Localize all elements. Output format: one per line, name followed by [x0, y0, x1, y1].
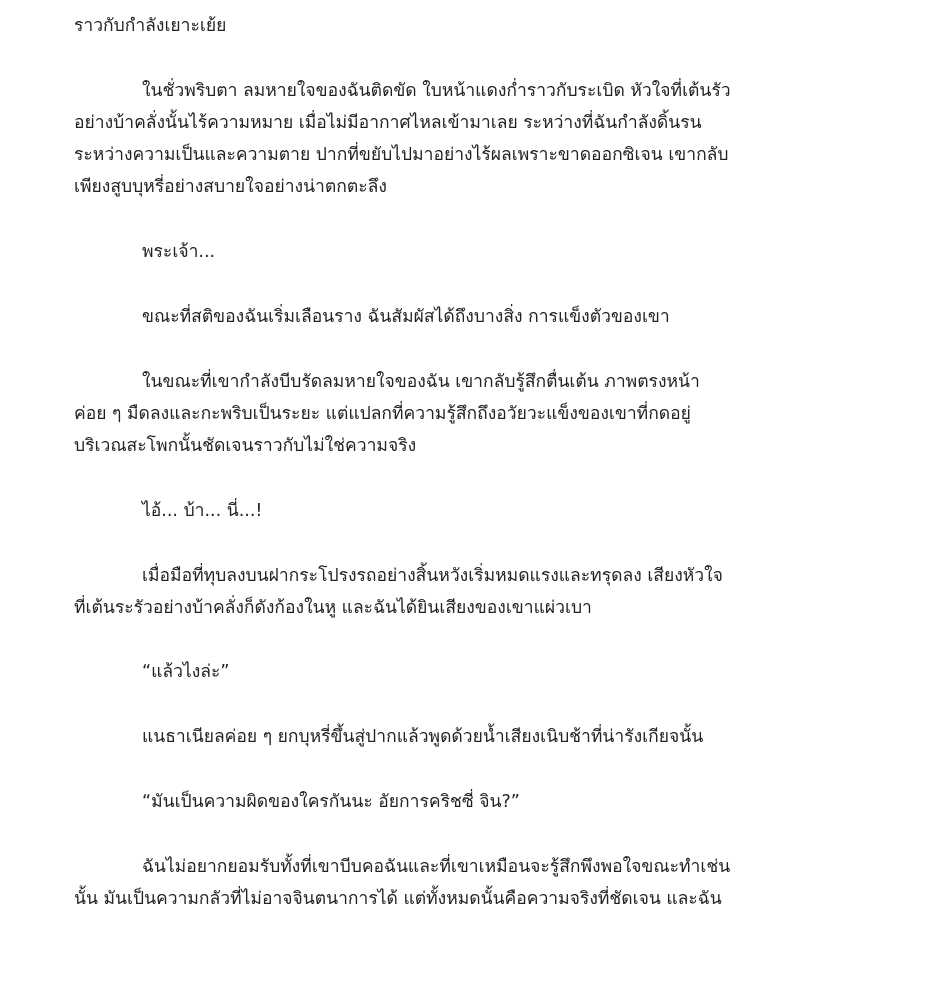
paragraph-1	[74, 10, 926, 42]
text-line: บริเวณสะโพกนั้นชัดเจนราวกับไม่ใช่ความจริง	[74, 436, 417, 456]
paragraph-11	[74, 851, 926, 915]
text-line: ที่เต้นระรัวอย่างบ้าคลั่งก็ดังก้องในหู และฉันได้ยินเสียงของเขาแผ่วเบา	[74, 598, 592, 618]
text-line: เพียงสูบบุหรี่อย่างสบายใจอย่างน่าตกตะลึง	[74, 177, 387, 197]
text-line: ในขณะที่เขากำลังบีบรัดลมหายใจของฉัน เขากลับรู้สึกตื่นเต้น ภาพตรงหน้า	[142, 372, 700, 392]
paragraph-5	[74, 366, 926, 462]
text-line: นั้น มันเป็นความกลัวที่ไม่อาจจินตนาการได้ แต่ทั้งหมดนั้นคือความจริงที่ชัดเจน และฉัน	[74, 889, 722, 909]
paragraph-6	[74, 495, 926, 527]
paragraph-9	[74, 721, 926, 753]
text-line: เมื่อมือที่ทุบลงบนฝากระโปรงรถอย่างสิ้นหวังเริ่มหมดแรงและทรุดลง เสียงหัวใจ	[142, 566, 723, 586]
text-line: แนธาเนียลค่อย ๆ ยกบุหรี่ขึ้นสู่ปากแล้วพูดด้วยน้ำเสียงเนิบช้าที่น่ารังเกียจนั้น	[142, 727, 704, 747]
text-line: ฉันไม่อยากยอมรับทั้งที่เขาบีบคอฉันและที่เขาเหมือนจะรู้สึกพึงพอใจขณะทำเช่น	[142, 857, 731, 877]
paragraph-7	[74, 560, 926, 624]
paragraph-4	[74, 301, 926, 333]
paragraph-10	[74, 786, 926, 818]
text-line: พระเจ้า...	[142, 242, 216, 262]
text-line: “แล้วไงล่ะ”	[142, 662, 230, 682]
text-line: ค่อย ๆ มืดลงและกะพริบเป็นระยะ แต่แปลกที่ความรู้สึกถึงอวัยวะแข็งของเขาที่กดอยู่	[74, 404, 691, 424]
text-line: “มันเป็นความผิดของใครกันนะ อัยการคริชซี่ จิน?”	[142, 792, 520, 812]
text-line: ราวกับกำลังเยาะเย้ย	[74, 16, 227, 36]
paragraph-3	[74, 236, 926, 268]
text-line: ระหว่างความเป็นและความตาย ปากที่ขยับไปมาอย่างไร้ผลเพราะขาดออกซิเจน เขากลับ	[74, 145, 729, 165]
text-line: ขณะที่สติของฉันเริ่มเลือนราง ฉันสัมผัสได้ถึงบางสิ่ง การแข็งตัวของเขา	[142, 307, 670, 327]
paragraph-8	[74, 656, 926, 688]
text-line: ไอ้... บ้า... นี่...!	[142, 501, 263, 521]
text-line: อย่างบ้าคลั่งนั้นไร้ความหมาย เมื่อไม่มีอากาศไหลเข้ามาเลย ระหว่างที่ฉันกำลังดิ้นรน	[74, 113, 702, 133]
paragraph-2	[74, 75, 926, 203]
text-line: ในชั่วพริบตา ลมหายใจของฉันติดขัด ใบหน้าแดงก่ำราวกับระเบิด หัวใจที่เต้นรัว	[142, 81, 731, 101]
